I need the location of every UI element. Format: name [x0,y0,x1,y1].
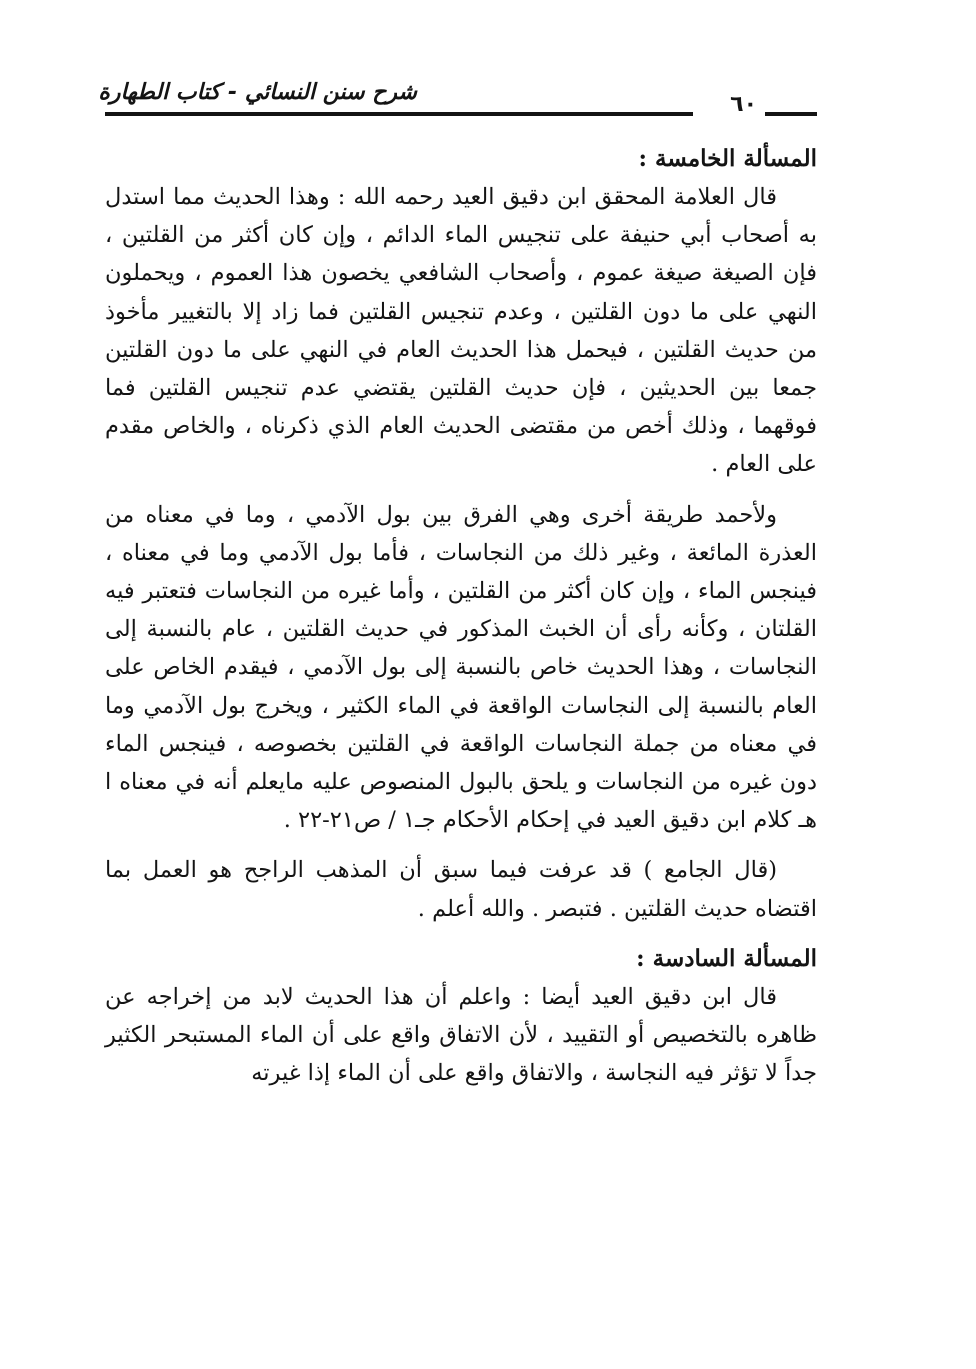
paragraph-ibn-daqiq-al-eid: قال العلامة المحقق ابن دقيق العيد رحمه الله : وهذا الحديث مما استدل به أصحاب أبي حنيفة على تنجيس الماء الدائم ، وإن كان أكثر من القلتين ، فإن الصيغة صيغة عموم ، وأصحاب الشافعي يخصون هذا العموم ، ويحملون النهي على ما دون القلتين ، وعدم تنجيس القلتين فما زاد إلا بالتغيير مأخوذ من حديث القلتين ، فيحمل هذا الحديث العام في النهي على ما دون القلتين جمعا بين الحديثين ، فإن حديث القلتين يقتضي عدم تنجيس القلتين فما فوقهما ، وذلك أخص من مقتضى الحديث العام الذي ذكرناه ، والخاص مقدم على العام . [105,184,817,478]
section-heading-6: المسألة السادسة : [636,944,817,972]
running-title: شرح سنن النسائي - كتاب الطهارة [98,80,417,105]
page-number: ٦٠ [730,92,757,117]
paragraph-ahmad-method: ولأحمد طريقة أخرى وهي الفرق بين بول الآدمي ، وما في معناه من العذرة المائعة ، وغير ذلك من النجاسات ، فأما بول الآدمي وما في معناه ، فينجس الماء ، وإن كان أكثر من القلتين ، وأما غيره من النجاسات فتعتبر فيه القلتان ، وكأنه رأى أن الخبث المذكور في حديث القلتين ، عام بالنسبة إلى النجاسات ، وهذا الحديث خاص بالنسبة إلى بول الآدمي ، فيقدم الخاص على العام بالنسبة إلى النجاسات الواقعة في الماء الكثير ، ويخرج بول الآدمي وما في معناه من جملة النجاسات الواقعة في القلتين بخصوصه ، فينجس الماء دون غيره من النجاسات و يلحق بالبول المنصوص عليه مايعلم أنه في معناه ا هـ كلام ابن دقيق العيد في إحكام الأحكام جـ١ / ص٢١-٢٢ . [105,501,817,834]
section-heading-5: المسألة الخامسة : [638,145,817,172]
paragraph-section-6: قال ابن دقيق العيد أيضا : واعلم أن هذا الحديث لابد من إخراجه عن ظاهره بالتخصيص أو التقييد ، لأن الاتفاق واقع على أن الماء المستبحر الكثير جداً لا تؤثر فيه النجاسة ، والاتفاق واقع على أن الماء إذا غيرته [105,983,817,1087]
header-rule [105,112,693,116]
paragraph-compiler-note: (قال الجامع ) قد عرفت فيما سبق أن المذهب الراجح هو العمل بما اقتضاه حديث القلتين . فتبصر . والله أعلم . [105,857,817,922]
page-body [105,140,817,1092]
header-rule-short [765,112,817,116]
page-header [98,78,817,128]
